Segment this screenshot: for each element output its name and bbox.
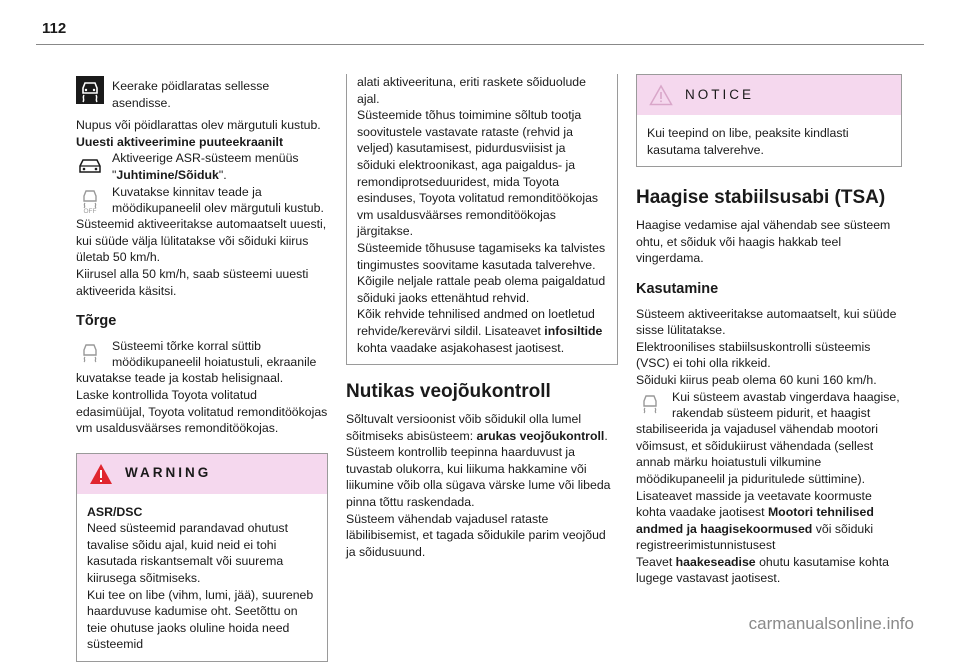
paragraph: Sõltuvalt versioonist võib sõidukil olla lumel sõitmiseks abisüsteem: arukas veojõukontroll. [346, 412, 608, 443]
paragraph: Süsteemide tõhususe tagamiseks ka talvistes tingimustes soovitame kasutada talverehve. Kõigile neljale rattale peab olema paigaldatud sõiduki jaoks ettenähtud rehvid. [357, 240, 606, 305]
paragraph: Haagise vedamise ajal vähendab see süsteem ohtu, et sõiduk või haagis hakkab teel vingerdama. [636, 218, 891, 266]
thumbwheel-instruction [76, 74, 328, 111]
paragraph: Teavet haakeseadise ohutu kasutamise kohta lugege vastavast jaotisest. [636, 554, 889, 586]
line-text: Kuvatakse kinnitav teade ja [112, 184, 262, 199]
warning-box-body [77, 494, 327, 661]
right-column [636, 74, 902, 587]
warning-box-header [77, 454, 327, 494]
paragraph: Sõiduki kiirus peab olema 60 kuni 160 km/h. [636, 372, 877, 387]
notice-box-header [637, 75, 901, 115]
page-number: 112 [42, 20, 67, 37]
subheading-bold: Uuesti aktiveerimine puuteekraanilt [76, 134, 284, 149]
top-divider [36, 44, 924, 45]
paragraph: Süsteem vähendab vajadusel rataste läbilibisemist, et tagada sõidukile parim veojõud ja sõidusuund. [346, 511, 606, 559]
paragraph: Laske kontrollida Toyota volitatud edasimüüjal, Toyota volitatud remonditöökojas vm usaldusväärses remonditöökojas. [76, 387, 328, 436]
paragraph: Elektroonilises stabiilsuskontrolli süsteemis (VSC) ei tohi olla rikkeid. [636, 339, 871, 371]
warning-box [76, 453, 328, 662]
traction-warning-icon [76, 340, 104, 368]
paragraph: Need süsteemid parandavad ohutust tavalise sõidu ajal, kuid neid ei tohi kasutada riskantsemalt või suurema kiirusega sõitmiseks. [87, 521, 288, 586]
paragraph: Lisateavet masside ja veetavate koormuste kohta vaadake jaotisest Mootori tehnilised andmed ja haagisekoormused või sõiduki registreerimistunnistusest [636, 488, 874, 553]
svg-text:OFF: OFF [83, 207, 97, 214]
paragraph: Kõik rehvide tehnilised andmed on loetletud rehvide/kerevärvi sildil. Lisateavet infosiltide kohta vaadake asjakohasest jaotisest. [357, 307, 603, 355]
notice-title: NOTICE [685, 86, 755, 102]
traction-off-icon [76, 186, 104, 214]
warning-box-continued [346, 74, 618, 365]
sub-heading: Kasutamine [636, 280, 719, 297]
line-text: möödikupaneelil olev märgutuli kustub. [112, 200, 324, 215]
line-text: Süsteemi tõrke korral süttib [112, 338, 261, 353]
touchscreen-instruction [76, 150, 328, 183]
section-heading: Tõrge [76, 313, 117, 330]
paragraph: Kiirusel alla 50 km/h, saab süsteemi uuesti aktiveerida käsitsi. [76, 266, 309, 298]
notice-box-body [637, 115, 901, 166]
paragraph: alati aktiveerituna, eriti raskete sõiduolude ajal. [357, 75, 586, 106]
paragraph: Nupus või pöidlarattas olev märgutuli kustub. [76, 118, 321, 133]
paragraph: Kui teepind on libe, peaksite kindlasti kasutama talverehve. [647, 126, 849, 157]
notice-triangle-icon [649, 84, 673, 106]
line-text: "Juhtimine/Sõiduk". [112, 167, 227, 182]
paragraph: rakendab süsteem pidurit, et haagist stabiliseerida ja vajadusel vähendab mootori võimsust, et sõidukiirust vähendada (sellest annab märku hoiatustuli vilkumine möödikupaneelil ja piduritulede süttimine). [636, 405, 878, 486]
section-heading: Haagise stabiilsusabi (TSA) [636, 187, 886, 209]
line-text: Keerake pöidlaratas sellesse asendisse. [112, 79, 270, 110]
section-heading: Nutikas veojõukontroll [346, 381, 551, 403]
line-text: möödikupaneelil hoiatustuli, ekraanile kuvatakse teade ja kostab helisignaal. [76, 354, 317, 386]
notice-box [636, 74, 902, 167]
car-skid-icon [76, 76, 104, 104]
warning-subtitle: ASR/DSC [87, 504, 143, 519]
car-settings-icon [76, 152, 104, 180]
line-text: Aktiveerige ASR-süsteem menüüs [112, 151, 299, 166]
line-text: Kui süsteem avastab vingerdava haagise, [672, 389, 900, 404]
warning-title: WARNING [125, 465, 212, 481]
left-column [76, 74, 328, 662]
paragraph: Süsteemide tõhus toimimine sõltub tootja soovitustele vastavate rataste (rehvid ja veljed) kasutamisest, pidurdusviisist ja sõiduki elektroonikast, aga paigaldus- ja remondiprotseduuridest, mida Toyota esinduses, Toyota volitatud remonditöökojas vm usaldusväärses remonditöökojas järgitakse. [357, 108, 599, 239]
paragraph: Süsteem kontrollib teepinna haarduvust ja tuvastab olukorra, kui liikuma hakkamine või liikumine võib olla sügava värske lume või libeda pinna tõttu raskendada. [346, 445, 611, 510]
warning-triangle-icon [89, 463, 113, 485]
paragraph: Kui tee on libe (vihm, lumi, jää), suureneb haarduvuse kadumise oht. Seetõttu on teie ohutuse jaoks oluline hoida need süsteemid [87, 587, 314, 652]
paragraph: Süsteemid aktiveeritakse automaatselt uuesti, kui süüde välja lülitatakse või sõiduki kiirus ületab 50 km/h. [76, 217, 327, 265]
traction-warning-icon [636, 391, 664, 419]
paragraph: Süsteem aktiveeritakse automaatselt, kui süüde sisse lülitatakse. [636, 306, 897, 338]
watermark-footer: carmanualsonline.info [748, 614, 914, 633]
middle-column [346, 74, 618, 560]
